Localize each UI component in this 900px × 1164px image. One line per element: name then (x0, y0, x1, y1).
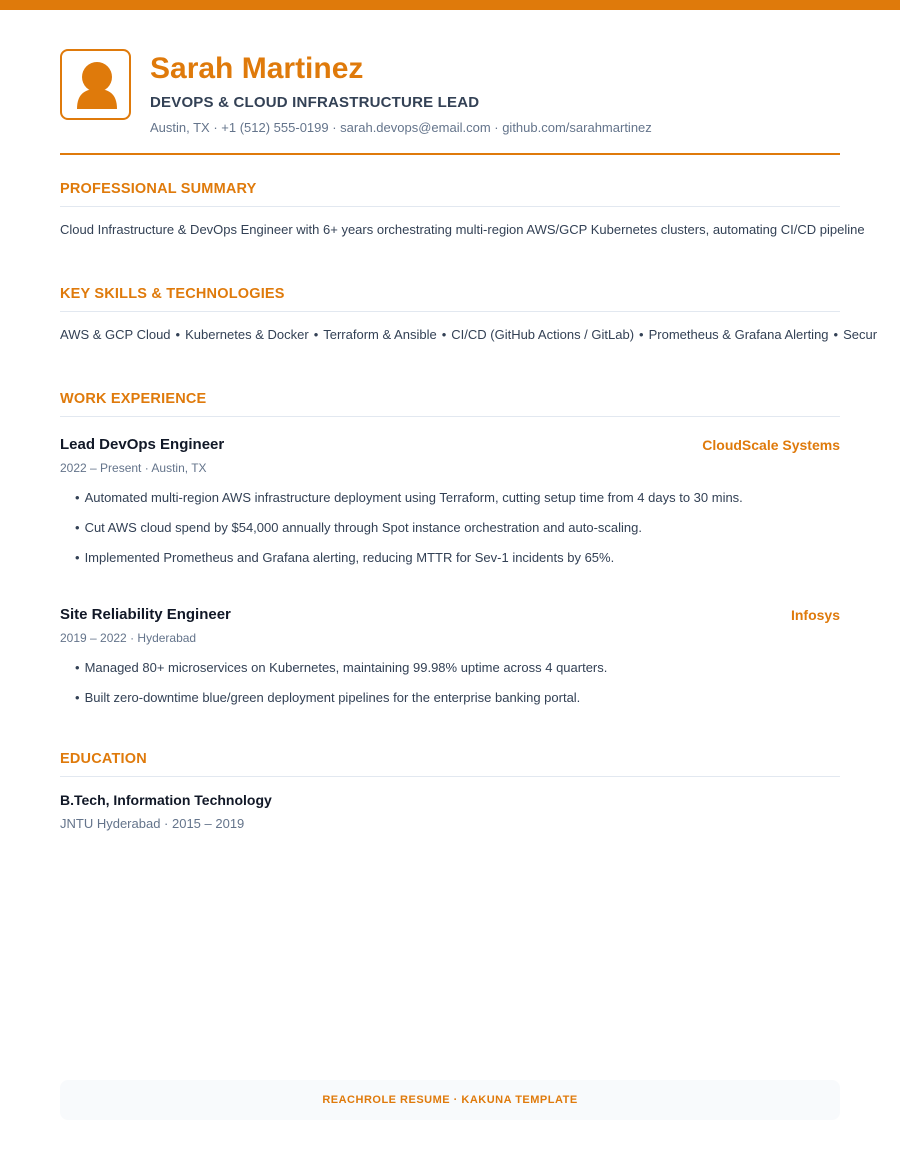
skill-separator: • (833, 327, 839, 342)
job-bullet-text: Built zero-downtime blue/green deployment pipelines for the enterprise banking portal. (84, 690, 581, 705)
bullet-dot-icon: • (75, 660, 80, 675)
job-meta: 2019 – 2022 · Hyderabad (60, 631, 197, 645)
bullet-dot-icon: • (75, 490, 80, 505)
bullet-dot-icon: • (75, 550, 80, 565)
summary-text: Cloud Infrastructure & DevOps Engineer with 6+ years orchestrating multi-region AWS/GCP Kubernetes clusters, automating CI/CD pipeline (60, 222, 865, 237)
job-bullet-text: Cut AWS cloud spend by $54,000 annually through Spot instance orchestration and auto-scaling. (84, 520, 642, 535)
skill-separator: • (441, 327, 447, 342)
skill-item: Prometheus & Grafana Alerting (648, 327, 829, 342)
skill-separator: • (639, 327, 644, 342)
skill-item: CI/CD (GitHub Actions / GitLab) (451, 327, 635, 342)
contact-line: Austin, TX · +1 (512) 555-0199 · sarah.devops@email.com · github.com/sarahmartinez (150, 120, 652, 135)
top-accent-bar (0, 0, 900, 10)
section-heading-education: EDUCATION (60, 751, 840, 777)
education-degree: B.Tech, Information Technology (60, 792, 272, 808)
skill-item: AWS & GCP Cloud (60, 327, 171, 342)
job-bullet-text: Managed 80+ microservices on Kubernetes, maintaining 99.98% uptime across 4 quarters. (84, 660, 608, 675)
job-bullet (75, 520, 642, 535)
education-meta: JNTU Hyderabad · 2015 – 2019 (60, 816, 245, 831)
skills-list (60, 327, 877, 342)
footer-banner: REACHROLE RESUME · KAKUNA TEMPLATE (60, 1080, 840, 1120)
skill-item: Kubernetes & Docker (185, 327, 309, 342)
job-bullet-text: Implemented Prometheus and Grafana alerting, reducing MTTR for Sev-1 incidents by 65%. (84, 550, 615, 565)
section-heading-experience: WORK EXPERIENCE (60, 391, 840, 417)
section-heading-skills: KEY SKILLS & TECHNOLOGIES (60, 286, 840, 312)
candidate-title: DEVOPS & CLOUD INFRASTRUCTURE LEAD (150, 94, 480, 111)
job-bullet (75, 660, 607, 675)
section-heading-summary: PROFESSIONAL SUMMARY (60, 181, 840, 207)
job-meta: 2022 – Present · Austin, TX (60, 461, 207, 475)
candidate-name: Sarah Martinez (150, 52, 364, 85)
skill-separator: • (175, 327, 181, 342)
skill-separator: • (313, 327, 319, 342)
job-bullet-text: Automated multi-region AWS infrastructure deployment using Terraform, cutting setup time from 4 days to 30 mins. (84, 490, 743, 505)
job-bullet (75, 550, 614, 565)
job-role: Lead DevOps Engineer (60, 436, 225, 453)
avatar (60, 49, 131, 120)
job-company: CloudScale Systems (702, 437, 840, 453)
skill-item: Secur (843, 327, 878, 342)
job-bullet (75, 490, 743, 505)
skill-item: Terraform & Ansible (323, 327, 437, 342)
bullet-dot-icon: • (75, 520, 80, 535)
user-silhouette-icon (62, 51, 129, 118)
bullet-dot-icon: • (75, 690, 80, 705)
resume-header (60, 49, 840, 155)
job-role: Site Reliability Engineer (60, 606, 231, 623)
job-company: Infosys (790, 607, 840, 623)
job-bullet (75, 690, 580, 705)
